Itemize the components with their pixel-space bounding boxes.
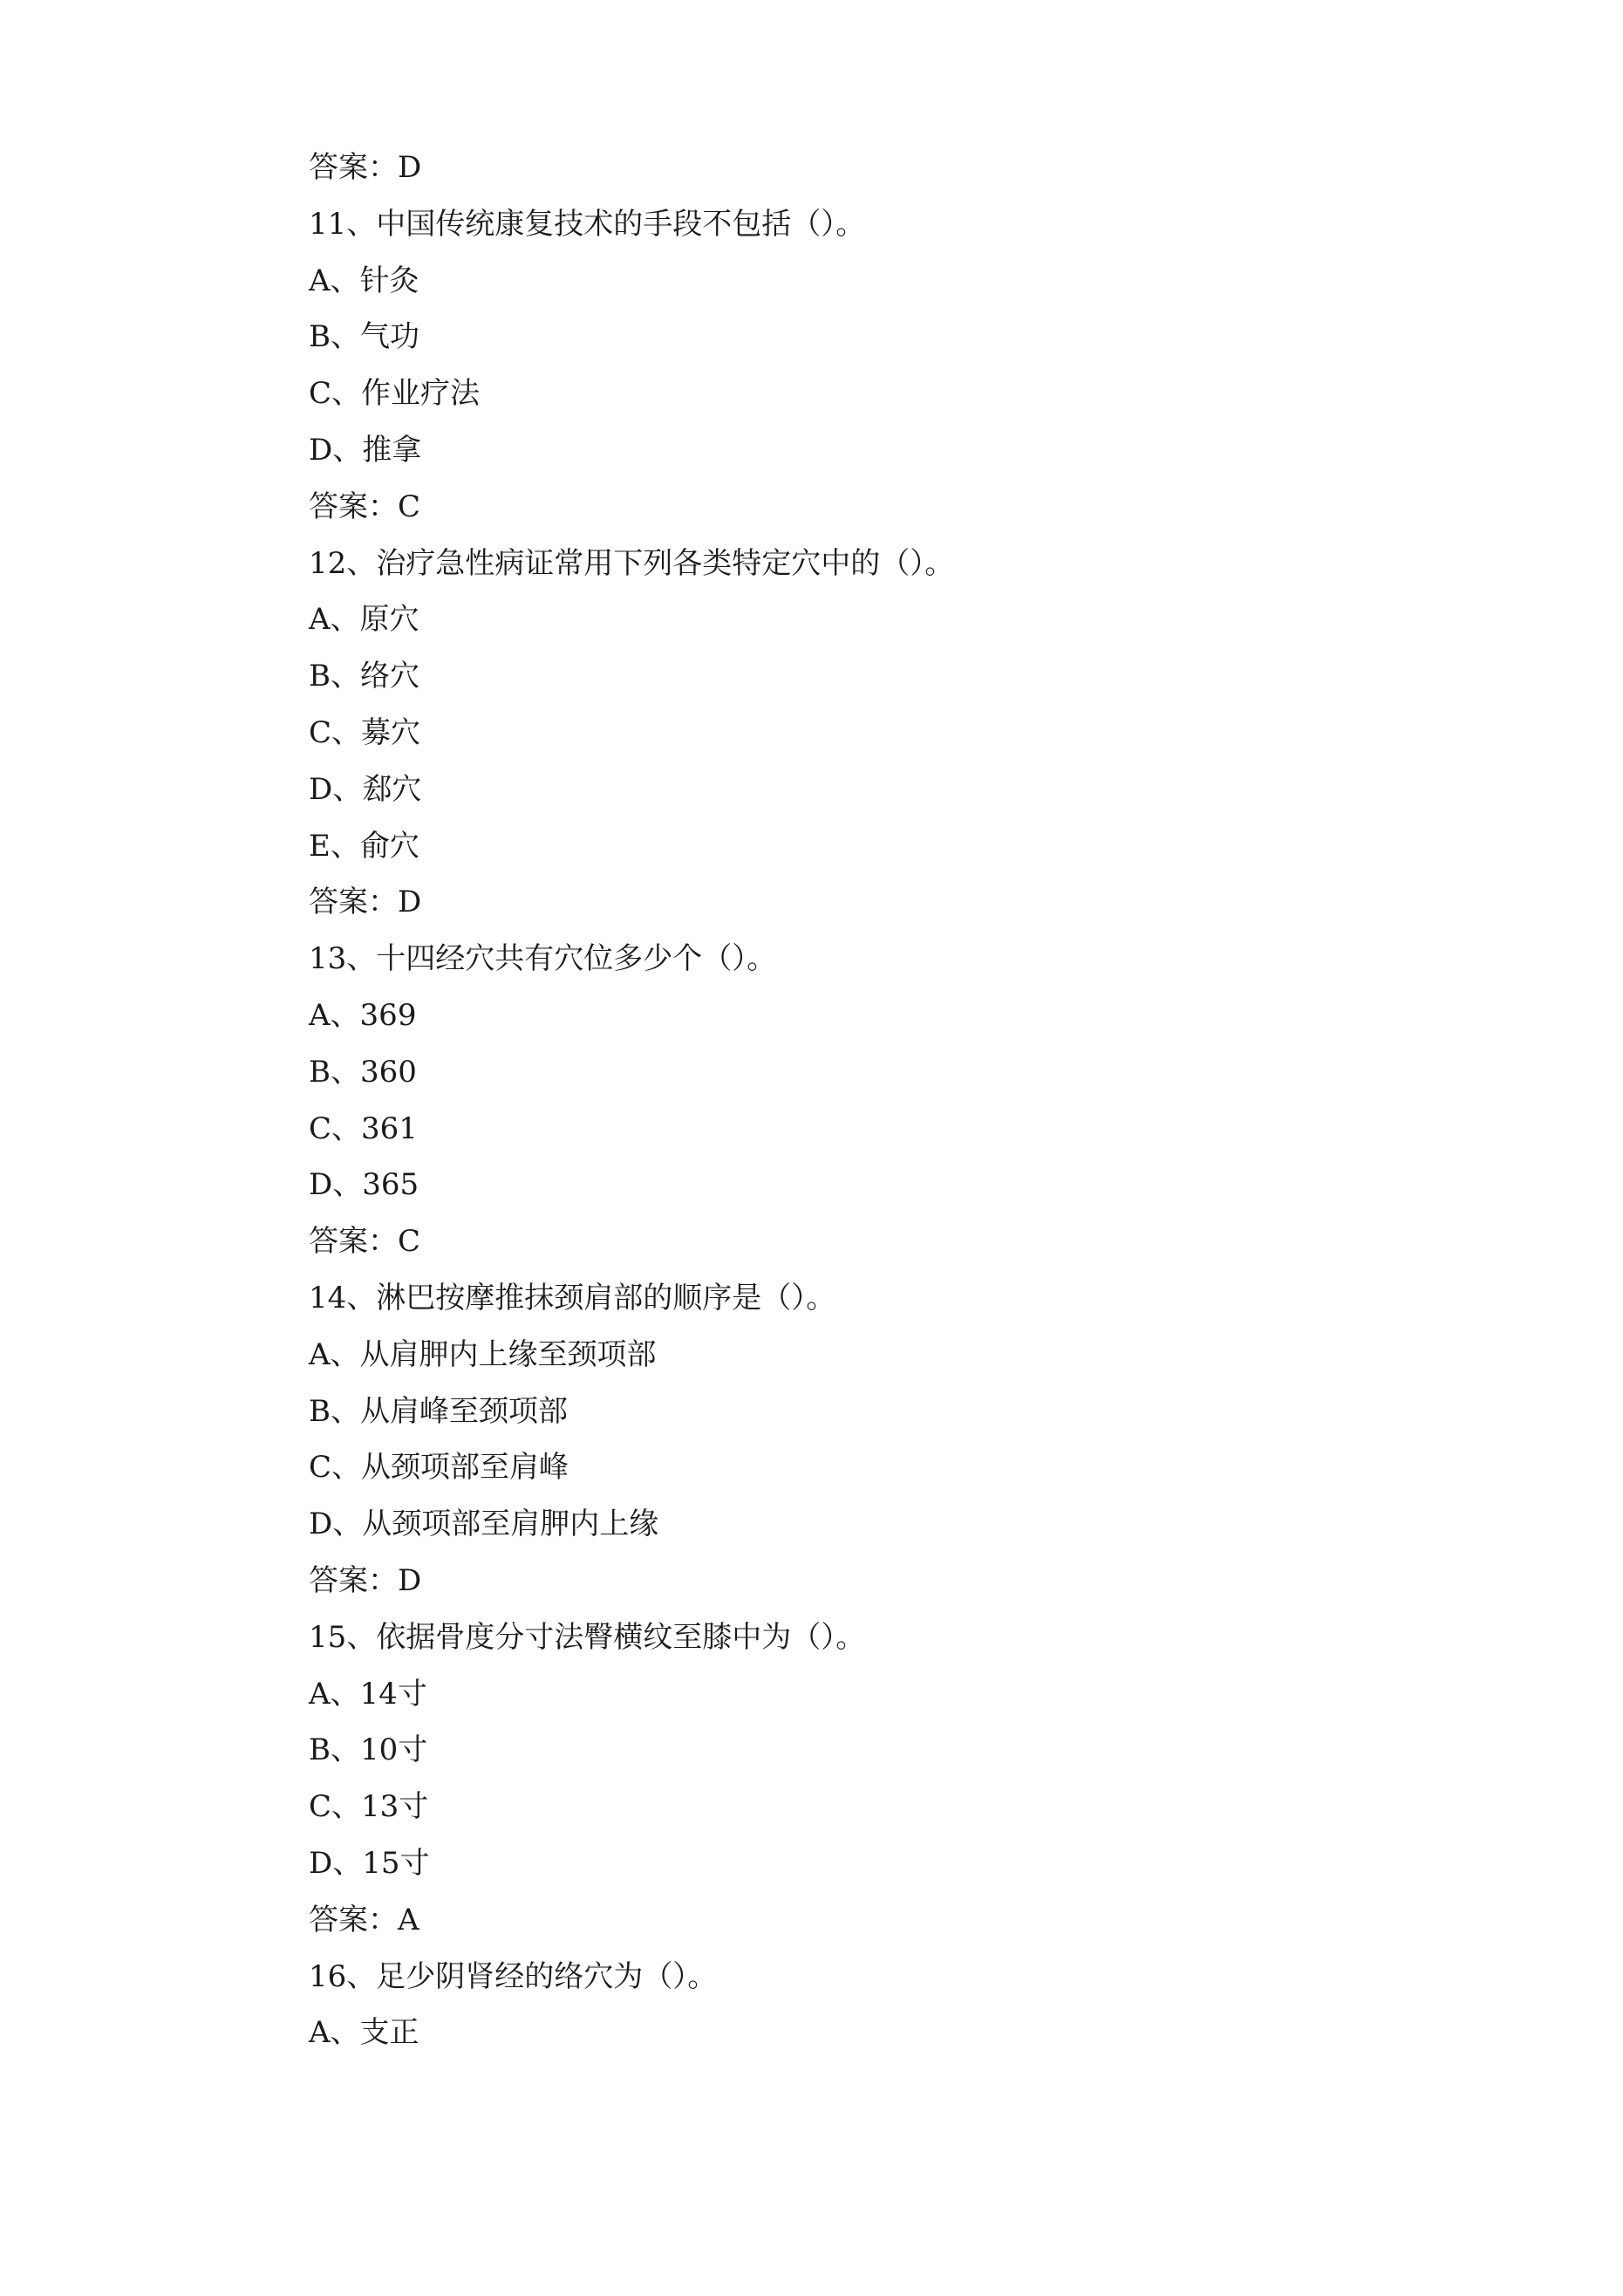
option-line: E、俞穴	[309, 828, 419, 864]
option-line: B、从肩峰至颈项部	[309, 1393, 568, 1429]
option-line: B、络穴	[309, 659, 419, 694]
option-line: B、10寸	[309, 1732, 428, 1768]
option-line: A、支正	[309, 2015, 419, 2051]
question-11: 11、中国传统康复技术的手段不包括（）。	[309, 206, 866, 242]
option-line: A、原穴	[309, 602, 419, 638]
option-line: C、作业疗法	[309, 376, 481, 412]
question-15: 15、依据骨度分寸法臀横纹至膝中为（）。	[309, 1619, 866, 1655]
option-line: A、针灸	[309, 263, 419, 298]
option-line: C、募穴	[309, 714, 421, 750]
answer-line: 答案：D	[309, 885, 422, 920]
option-line: B、360	[309, 1054, 417, 1090]
option-line: A、369	[309, 997, 417, 1033]
answer-line: 答案：D	[309, 1562, 422, 1598]
answer-line: 答案：A	[309, 1902, 419, 1937]
option-line: A、14寸	[309, 1676, 427, 1712]
option-line: D、推拿	[309, 432, 422, 468]
question-14: 14、淋巴按摩推抹颈肩部的顺序是（）。	[309, 1280, 836, 1315]
question-list	[309, 140, 1442, 2061]
option-line: C、361	[309, 1110, 418, 1146]
option-line: D、郄穴	[309, 771, 422, 807]
answer-line: 答案：C	[309, 1224, 421, 1260]
option-line: C、从颈项部至肩峰	[309, 1450, 569, 1486]
answer-line: 答案：C	[309, 489, 421, 524]
option-line: B、气功	[309, 319, 419, 355]
option-line: D、从颈项部至肩胛内上缘	[309, 1507, 659, 1542]
question-12: 12、治疗急性病证常用下列各类特定穴中的（）。	[309, 545, 955, 581]
option-line: D、365	[309, 1167, 419, 1203]
option-line: C、13寸	[309, 1789, 429, 1825]
answer-line: 答案：D	[309, 150, 422, 185]
option-line: D、15寸	[309, 1845, 430, 1881]
question-16: 16、足少阴肾经的络穴为（）。	[309, 1958, 718, 1994]
option-line: A、从肩胛内上缘至颈项部	[309, 1336, 657, 1372]
question-13: 13、十四经穴共有穴位多少个（）。	[309, 941, 777, 977]
